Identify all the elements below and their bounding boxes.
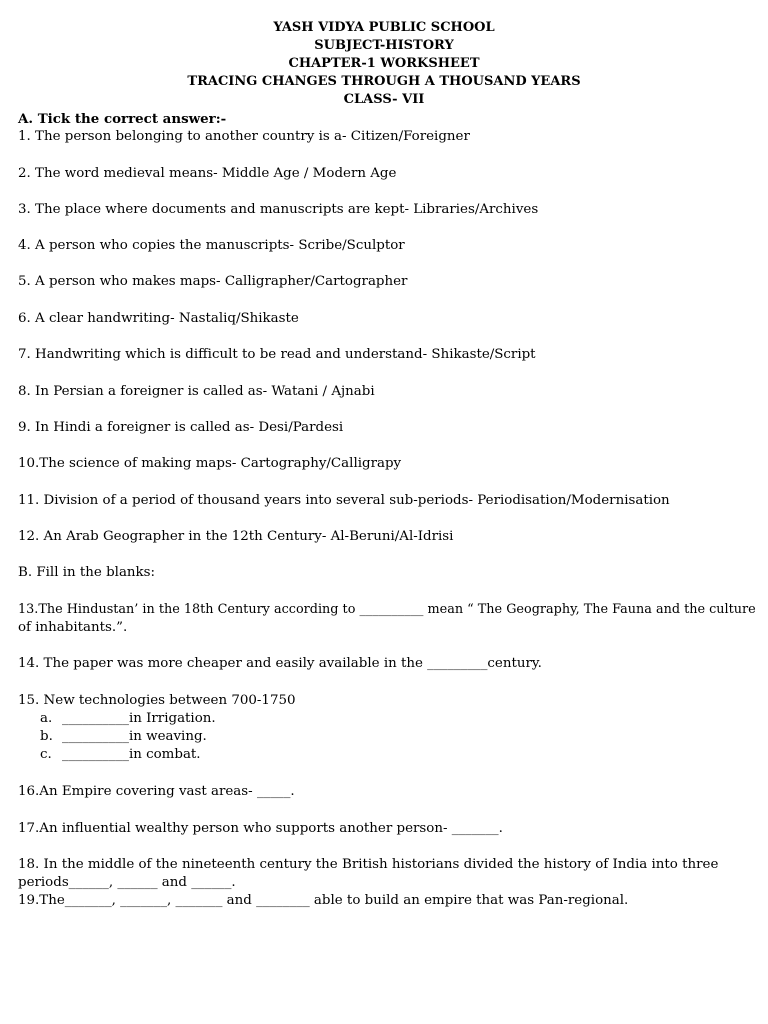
question-15-part-a bbox=[40, 710, 216, 728]
question-13-line-1: 13.The Hindustan’ in the 18th Century according to __________ mean “ The Geography, The Fauna and the culture bbox=[18, 602, 756, 617]
question-19: 19.The_______, _______, _______ and ________ able to build an empire that was Pan-regional. bbox=[18, 893, 629, 908]
question-1: 1. The person belonging to another country is a- Citizen/Foreigner bbox=[18, 129, 470, 144]
question-15-part-b bbox=[40, 728, 207, 746]
question-16: 16.An Empire covering vast areas- _____. bbox=[18, 784, 295, 799]
question-9: 9. In Hindi a foreigner is called as- Desi/Pardesi bbox=[18, 420, 344, 435]
question-4: 4. A person who copies the manuscripts- Scribe/Sculptor bbox=[18, 238, 405, 253]
section-b-heading: B. Fill in the blanks: bbox=[18, 565, 156, 580]
part-text: __________in weaving. bbox=[62, 729, 207, 744]
question-5: 5. A person who makes maps- Calligrapher/Cartographer bbox=[18, 274, 408, 289]
question-15-part-c bbox=[40, 746, 201, 764]
question-12: 12. An Arab Geographer in the 12th Century- Al-Beruni/Al-Idrisi bbox=[18, 529, 454, 544]
question-7: 7. Handwriting which is difficult to be read and understand- Shikaste/Script bbox=[18, 347, 536, 362]
question-13-line-2: of inhabitants.”. bbox=[18, 620, 128, 635]
section-a-heading: A. Tick the correct answer:- bbox=[18, 111, 227, 127]
question-3: 3. The place where documents and manuscripts are kept- Libraries/Archives bbox=[18, 202, 539, 217]
question-2: 2. The word medieval means- Middle Age / Modern Age bbox=[18, 166, 397, 181]
question-18-line-1: 18. In the middle of the nineteenth century the British historians divided the history of India into three bbox=[18, 857, 719, 872]
question-10: 10.The science of making maps- Cartography/Calligrapy bbox=[18, 456, 402, 471]
school-name: YASH VIDYA PUBLIC SCHOOL bbox=[273, 20, 495, 35]
question-11: 11. Division of a period of thousand years into several sub-periods- Periodisation/Modernisation bbox=[18, 493, 670, 508]
worksheet-header bbox=[0, 19, 768, 109]
question-15: 15. New technologies between 700-1750 bbox=[18, 693, 296, 708]
question-8: 8. In Persian a foreigner is called as- Watani / Ajnabi bbox=[18, 384, 375, 399]
chapter-name: TRACING CHANGES THROUGH A THOUSAND YEARS bbox=[187, 74, 581, 89]
question-14: 14. The paper was more cheaper and easily available in the _________century. bbox=[18, 656, 542, 671]
part-text: __________in Irrigation. bbox=[62, 711, 216, 726]
part-text: __________in combat. bbox=[62, 747, 201, 762]
part-letter: b. bbox=[40, 729, 53, 744]
question-18-line-2: periods______, ______ and ______. bbox=[18, 875, 236, 890]
chapter-title: CHAPTER-1 WORKSHEET bbox=[288, 56, 480, 71]
part-letter: a. bbox=[40, 711, 53, 726]
question-6: 6. A clear handwriting- Nastaliq/Shikaste bbox=[18, 311, 299, 326]
class-label: CLASS- VII bbox=[343, 92, 425, 107]
subject-title: SUBJECT-HISTORY bbox=[314, 38, 454, 53]
question-17: 17.An influential wealthy person who supports another person- _______. bbox=[18, 821, 503, 836]
part-letter: c. bbox=[40, 747, 52, 762]
